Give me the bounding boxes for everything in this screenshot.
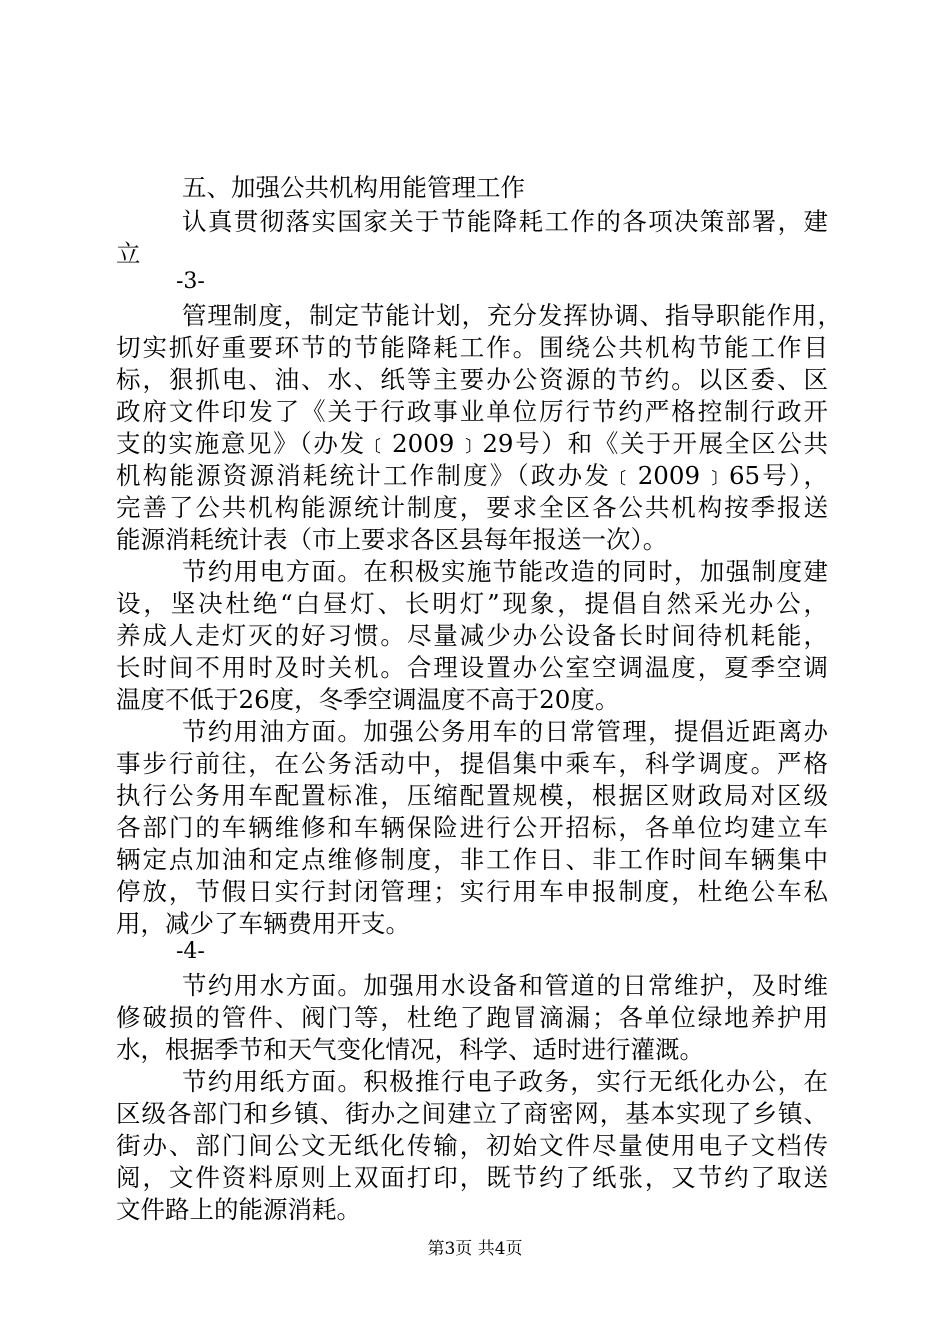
paragraph-line: 完善了公共机构能源统计制度，要求全区各公共机构按季报送 (116, 493, 828, 522)
paragraph-line: 温度不低于26度，冬季空调温度不高于20度。 (116, 685, 620, 714)
paragraph-line: 节约用水方面。加强用水设备和管道的日常维护，及时维 (182, 971, 828, 1000)
paragraph-line: 标，狠抓电、油、水、纸等主要办公资源的节约。以区委、区 (116, 365, 828, 394)
paragraph-line: 长时间不用时及时关机。合理设置办公室空调温度，夏季空调 (116, 653, 828, 682)
paragraph-line: 区级各部门和乡镇、街办之间建立了商密网，基本实现了乡镇、 (116, 1099, 828, 1128)
section-heading: 五、加强公共机构用能管理工作 (182, 173, 525, 202)
paragraph-line: 各部门的车辆维修和车辆保险进行公开招标，各单位均建立车 (116, 813, 828, 842)
paragraph-line: 街办、部门间公文无纸化传输，初始文件尽量使用电子文档传 (116, 1131, 828, 1160)
paragraph-line: 立 (116, 239, 141, 268)
paragraph-line: 用，减少了车辆费用开支。 (116, 909, 410, 938)
paragraph-line: 执行公务用车配置标准，压缩配置规模，根据区财政局对区级 (116, 781, 828, 810)
paragraph-line: 水，根据季节和天气变化情况，科学、适时进行灌溉。 (116, 1035, 704, 1064)
paragraph-line: 养成人走灯灭的好习惯。尽量减少办公设备长时间待机耗能， (116, 621, 828, 650)
paragraph-line: 事步行前往，在公务活动中，提倡集中乘车，科学调度。严格 (116, 749, 828, 778)
paragraph-line: 修破损的管件、阀门等，杜绝了跑冒滴漏；各单位绿地养护用 (116, 1003, 828, 1032)
paragraph-line: 管理制度，制定节能计划，充分发挥协调、指导职能作用， (182, 301, 842, 330)
paragraph-line: 机构能源资源消耗统计工作制度》（政办发﹝2009﹞65号）， (116, 461, 828, 490)
paragraph-line: 节约用纸方面。积极推行电子政务，实行无纸化办公，在 (182, 1067, 828, 1096)
paragraph-line: 辆定点加油和定点维修制度，非工作日、非工作时间车辆集中 (116, 845, 828, 874)
page-marker: -3- (176, 269, 205, 294)
paragraph-line: 能源消耗统计表（市上要求各区县每年报送一次）。 (116, 525, 668, 554)
paragraph-line: 政府文件印发了《关于行政事业单位厉行节约严格控制行政开 (116, 397, 828, 426)
paragraph-line: 阅，文件资料原则上双面打印，既节约了纸张，又节约了取送 (116, 1163, 828, 1192)
page-marker: -4- (176, 939, 205, 964)
paragraph-line: 切实抓好重要环节的节能降耗工作。围绕公共机构节能工作目 (116, 333, 828, 362)
paragraph-line: 停放，节假日实行封闭管理；实行用车申报制度，杜绝公车私 (116, 877, 828, 906)
paragraph-line: 文件路上的能源消耗。 (116, 1195, 361, 1224)
paragraph-line: 认真贯彻落实国家关于节能降耗工作的各项决策部署，建 (182, 207, 828, 236)
paragraph-line: 支的实施意见》（办发﹝2009﹞29号）和《关于开展全区公共 (116, 429, 828, 458)
paragraph-line: 设，坚决杜绝“白昼灯、长明灯”现象，提倡自然采光办公， (116, 589, 828, 618)
paragraph-line: 节约用电方面。在积极实施节能改造的同时，加强制度建 (182, 557, 828, 586)
paragraph-line: 节约用油方面。加强公务用车的日常管理，提倡近距离办 (182, 717, 828, 746)
page-footer: 第3页 共4页 (427, 1239, 523, 1259)
